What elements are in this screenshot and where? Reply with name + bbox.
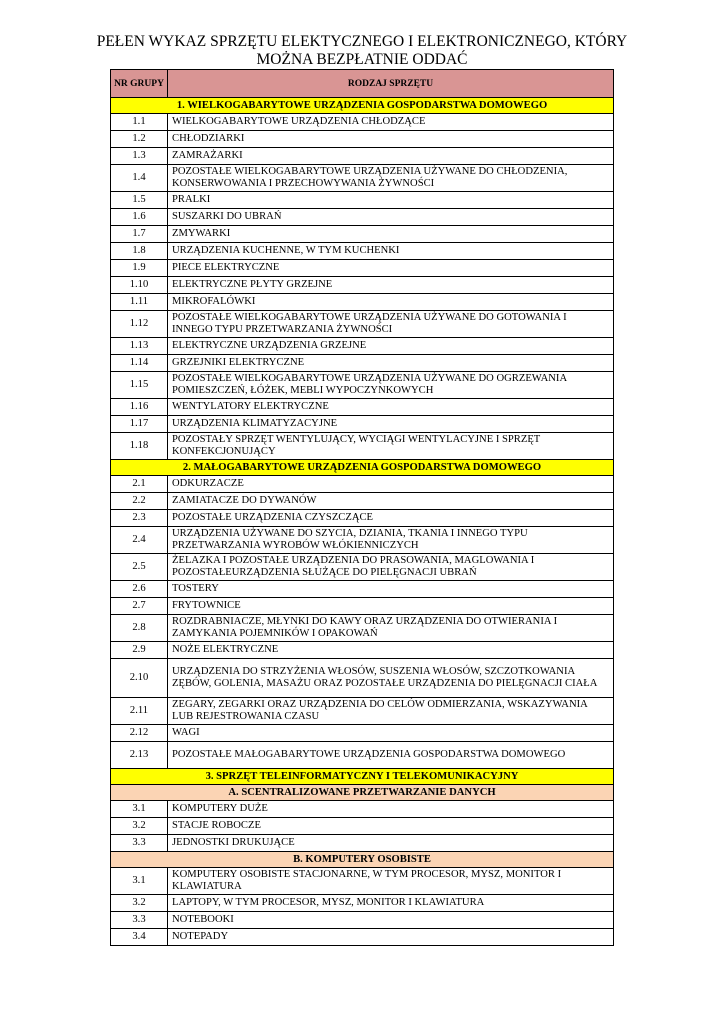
table-row	[111, 868, 614, 895]
table-row	[111, 148, 614, 165]
title-line-1: PEŁEN WYKAZ SPRZĘTU ELEKTYCZNEGO I ELEKTRONICZNEGO, KTÓRY	[96, 33, 628, 50]
table-row	[111, 581, 614, 598]
group-number: 1.10	[111, 277, 168, 294]
equipment-type: ŻELAZKA I POZOSTAŁE URZĄDZENIA DO PRASOWANIA, MAGLOWANIA I POZOSTAŁEURZĄDZENIA SŁUŻĄCE DO PIELĘGNACJI UBRAŃ	[168, 554, 614, 581]
equipment-type: STACJE ROBOCZE	[168, 818, 614, 835]
table-row	[111, 131, 614, 148]
equipment-type: POZOSTAŁE URZĄDZENIA CZYSZCZĄCE	[168, 510, 614, 527]
table-row	[111, 895, 614, 912]
table-row	[111, 416, 614, 433]
table-row	[111, 433, 614, 460]
table-row	[111, 725, 614, 742]
table-row	[111, 659, 614, 698]
equipment-table-body	[111, 70, 614, 946]
section-header-row	[111, 460, 614, 476]
table-row	[111, 698, 614, 725]
title-line-2: MOŻNA BEZPŁATNIE ODDAĆ	[256, 51, 468, 68]
equipment-type: MIKROFALÓWKI	[168, 294, 614, 311]
table-row	[111, 399, 614, 416]
equipment-type: ODKURZACZE	[168, 476, 614, 493]
table-row	[111, 476, 614, 493]
equipment-type: ZAMIATACZE DO DYWANÓW	[168, 493, 614, 510]
table-row	[111, 554, 614, 581]
table-row	[111, 801, 614, 818]
group-number: 2.8	[111, 615, 168, 642]
group-number: 2.5	[111, 554, 168, 581]
equipment-type: URZĄDZENIA KUCHENNE, W TYM KUCHENKI	[168, 243, 614, 260]
group-number: 2.13	[111, 742, 168, 769]
section-title: 1. WIELKOGABARYTOWE URZĄDZENIA GOSPODARSTWA DOMOWEGO	[111, 98, 614, 114]
subsection-title: B. KOMPUTERY OSOBISTE	[111, 852, 614, 868]
equipment-type: SUSZARKI DO UBRAŃ	[168, 209, 614, 226]
group-number: 2.11	[111, 698, 168, 725]
equipment-type: CHŁODZIARKI	[168, 131, 614, 148]
equipment-type: POZOSTAŁE WIELKOGABARYTOWE URZĄDZENIA UŻYWANE DO CHŁODZENIA, KONSERWOWANIA I PRZECHOWYWANIA ŻYWNOŚCI	[168, 165, 614, 192]
equipment-type: KOMPUTERY DUŻE	[168, 801, 614, 818]
equipment-type: URZĄDZENIA DO STRZYŻENIA WŁOSÓW, SUSZENIA WŁOSÓW, SZCZOTKOWANIA ZĘBÓW, GOLENIA, MASAŻU ORAZ POZOSTAŁE URZĄDZENIA DO PIELĘGNACJI CIAŁA	[168, 659, 614, 698]
group-number: 2.1	[111, 476, 168, 493]
group-number: 1.15	[111, 372, 168, 399]
section-title: 3. SPRZĘT TELEINFORMATYCZNY I TELEKOMUNIKACYJNY	[111, 769, 614, 785]
equipment-type: WENTYLATORY ELEKTRYCZNE	[168, 399, 614, 416]
equipment-table	[110, 69, 614, 946]
equipment-type: POZOSTAŁE MAŁOGABARYTOWE URZĄDZENIA GOSPODARSTWA DOMOWEGO	[168, 742, 614, 769]
subsection-header-row	[111, 852, 614, 868]
group-number: 1.8	[111, 243, 168, 260]
group-number: 1.18	[111, 433, 168, 460]
equipment-type: URZĄDZENIA KLIMATYZACYJNE	[168, 416, 614, 433]
group-number: 1.4	[111, 165, 168, 192]
equipment-type: POZOSTAŁY SPRZĘT WENTYLUJĄCY, WYCIĄGI WENTYLACYJNE I SPRZĘT KONFEKCJONUJĄCY	[168, 433, 614, 460]
table-row	[111, 642, 614, 659]
group-number: 1.5	[111, 192, 168, 209]
group-number: 1.14	[111, 355, 168, 372]
equipment-type: ZAMRAŻARKI	[168, 148, 614, 165]
equipment-type: TOSTERY	[168, 581, 614, 598]
table-row	[111, 598, 614, 615]
group-number: 1.16	[111, 399, 168, 416]
group-number: 2.6	[111, 581, 168, 598]
group-number: 2.9	[111, 642, 168, 659]
group-number: 3.2	[111, 895, 168, 912]
equipment-type: ELEKTRYCZNE URZĄDZENIA GRZEJNE	[168, 338, 614, 355]
table-row	[111, 912, 614, 929]
table-row	[111, 192, 614, 209]
equipment-type: NOŻE ELEKTRYCZNE	[168, 642, 614, 659]
header-equipment-type: RODZAJ SPRZĘTU	[168, 70, 614, 98]
header-group-number: NR GRUPY	[111, 70, 168, 98]
group-number: 2.3	[111, 510, 168, 527]
group-number: 1.1	[111, 114, 168, 131]
group-number: 2.7	[111, 598, 168, 615]
table-row	[111, 277, 614, 294]
table-row	[111, 209, 614, 226]
equipment-type: GRZEJNIKI ELEKTRYCZNE	[168, 355, 614, 372]
equipment-type: WAGI	[168, 725, 614, 742]
group-number: 2.2	[111, 493, 168, 510]
table-row	[111, 493, 614, 510]
group-number: 3.4	[111, 929, 168, 946]
equipment-type: ROZDRABNIACZE, MŁYNKI DO KAWY ORAZ URZĄDZENIA DO OTWIERANIA I ZAMYKANIA POJEMNIKÓW I OPAKOWAŃ	[168, 615, 614, 642]
table-row	[111, 114, 614, 131]
table-row	[111, 338, 614, 355]
table-row	[111, 510, 614, 527]
table-row	[111, 742, 614, 769]
group-number: 1.6	[111, 209, 168, 226]
table-row	[111, 226, 614, 243]
table-row	[111, 294, 614, 311]
equipment-type: POZOSTAŁE WIELKOGABARYTOWE URZĄDZENIA UŻYWANE DO OGRZEWANIA POMIESZCZEŃ, ŁÓŻEK, MEBLI WYPOCZYNKOWYCH	[168, 372, 614, 399]
table-row	[111, 835, 614, 852]
table-row	[111, 527, 614, 554]
section-title: 2. MAŁOGABARYTOWE URZĄDZENIA GOSPODARSTWA DOMOWEGO	[111, 460, 614, 476]
group-number: 1.7	[111, 226, 168, 243]
table-row	[111, 615, 614, 642]
equipment-type: ELEKTRYCZNE PŁYTY GRZEJNE	[168, 277, 614, 294]
equipment-type: ZEGARY, ZEGARKI ORAZ URZĄDZENIA DO CELÓW ODMIERZANIA, WSKAZYWANIA LUB REJESTROWANIA CZASU	[168, 698, 614, 725]
group-number: 3.1	[111, 801, 168, 818]
equipment-type: KOMPUTERY OSOBISTE STACJONARNE, W TYM PROCESOR, MYSZ, MONITOR I KLAWIATURA	[168, 868, 614, 895]
group-number: 1.3	[111, 148, 168, 165]
equipment-type: LAPTOPY, W TYM PROCESOR, MYSZ, MONITOR I KLAWIATURA	[168, 895, 614, 912]
section-header-row	[111, 769, 614, 785]
group-number: 1.2	[111, 131, 168, 148]
equipment-type: WIELKOGABARYTOWE URZĄDZENIA CHŁODZĄCE	[168, 114, 614, 131]
document-title	[90, 33, 634, 69]
table-row	[111, 929, 614, 946]
group-number: 1.13	[111, 338, 168, 355]
equipment-type: NOTEPADY	[168, 929, 614, 946]
group-number: 1.11	[111, 294, 168, 311]
section-header-row	[111, 98, 614, 114]
group-number: 3.3	[111, 912, 168, 929]
group-number: 3.3	[111, 835, 168, 852]
group-number: 2.10	[111, 659, 168, 698]
equipment-type: URZĄDZENIA UŻYWANE DO SZYCIA, DZIANIA, TKANIA I INNEGO TYPU PRZETWARZANIA WYROBÓW WŁÓKIENNICZYCH	[168, 527, 614, 554]
group-number: 1.17	[111, 416, 168, 433]
group-number: 3.2	[111, 818, 168, 835]
group-number: 3.1	[111, 868, 168, 895]
equipment-type: ZMYWARKI	[168, 226, 614, 243]
table-row	[111, 355, 614, 372]
equipment-type: FRYTOWNICE	[168, 598, 614, 615]
equipment-type: PIECE ELEKTRYCZNE	[168, 260, 614, 277]
table-row	[111, 311, 614, 338]
group-number: 2.4	[111, 527, 168, 554]
group-number: 2.12	[111, 725, 168, 742]
table-row	[111, 372, 614, 399]
table-row	[111, 165, 614, 192]
equipment-type: NOTEBOOKI	[168, 912, 614, 929]
subsection-header-row	[111, 785, 614, 801]
subsection-title: A. SCENTRALIZOWANE PRZETWARZANIE DANYCH	[111, 785, 614, 801]
table-header-row	[111, 70, 614, 98]
table-row	[111, 243, 614, 260]
group-number: 1.12	[111, 311, 168, 338]
group-number: 1.9	[111, 260, 168, 277]
table-row	[111, 818, 614, 835]
equipment-type: PRALKI	[168, 192, 614, 209]
equipment-type: JEDNOSTKI DRUKUJĄCE	[168, 835, 614, 852]
equipment-type: POZOSTAŁE WIELKOGABARYTOWE URZĄDZENIA UŻYWANE DO GOTOWANIA I INNEGO TYPU PRZETWARZANIA ŻYWNOŚCI	[168, 311, 614, 338]
table-row	[111, 260, 614, 277]
